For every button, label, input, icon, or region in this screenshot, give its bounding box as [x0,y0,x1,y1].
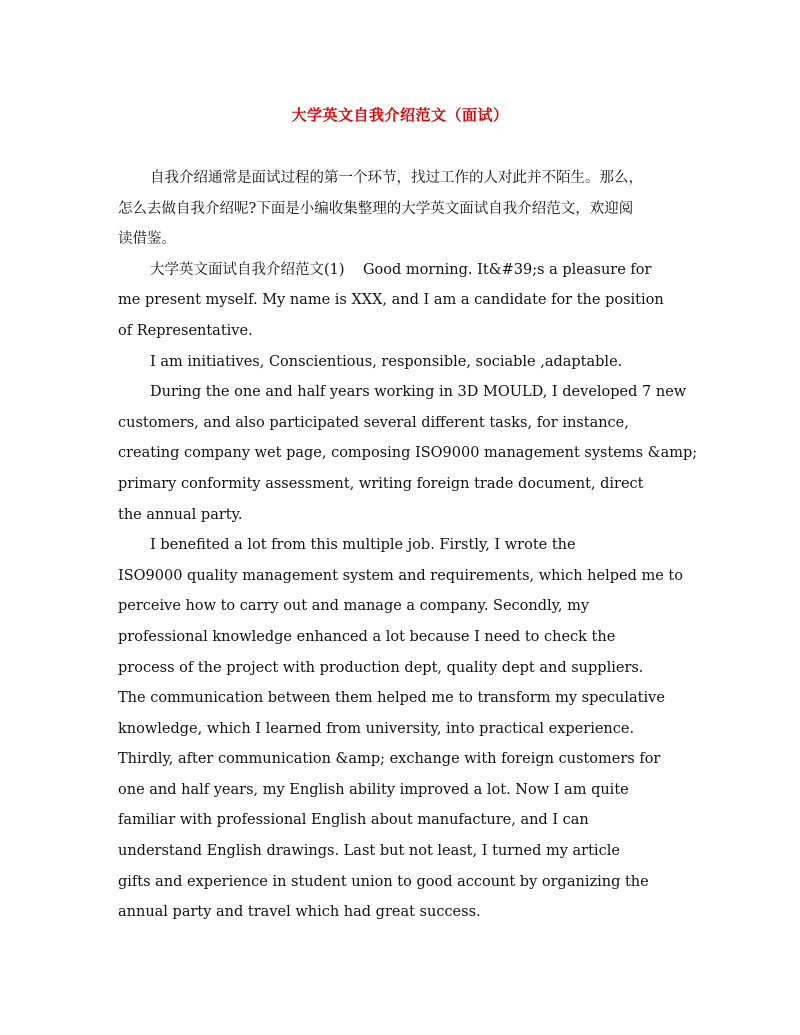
document-title: 大学英文自我介绍范文（面试） [291,106,509,124]
body-text-line: 读借鉴。 [118,231,176,248]
body-text-line: professional knowledge enhanced a lot because I need to check the [118,628,616,645]
body-text-line: understand English drawings. Last but not least, I turned my article [118,843,620,860]
body-text-line: During the one and half years working in 3D MOULD, I developed 7 new [150,384,687,401]
body-text-line: I benefited a lot from this multiple job. Firstly, I wrote the [150,537,576,554]
body-text-line: 自我介绍通常是面试过程的第一个环节，找过工作的人对此并不陌生。那么， [150,170,643,186]
body-text-line: I am initiatives, Conscientious, responsible, sociable ,adaptable. [150,353,623,370]
body-text-line: 大学英文面试自我介绍范文(1) Good morning. It&#39;s a pleasure for [150,261,652,278]
body-text-line: the annual party. [118,506,243,523]
body-text-line: annual party and travel which had great success. [118,904,481,921]
body-text-line: gifts and experience in student union to good account by organizing the [118,873,649,890]
body-text-line: 怎么去做自我介绍呢?下面是小编收集整理的大学英文面试自我介绍范文，欢迎阅 [118,200,634,217]
body-text-line: one and half years, my English ability improved a lot. Now I am quite [118,781,629,798]
body-text-line: me present myself. My name is XXX, and I am a candidate for the position [118,292,664,309]
body-text-line: customers, and also participated several different tasks, for instance, [118,414,629,431]
body-text-line: familiar with professional English about manufacture, and I can [118,812,589,829]
document-body [118,163,698,928]
body-text-line: Thirdly, after communication &amp; exchange with foreign customers for [118,751,661,768]
body-text-line: knowledge, which I learned from university, into practical experience. [118,720,635,737]
body-text-line: process of the project with production dept, quality dept and suppliers. [118,659,644,676]
body-text-line: The communication between them helped me to transform my speculative [118,690,665,707]
body-text-line: perceive how to carry out and manage a company. Secondly, my [118,598,590,615]
body-text-line: of Representative. [118,322,253,339]
body-text-line: primary conformity assessment, writing foreign trade document, direct [118,475,644,492]
body-text-line: creating company wet page, composing ISO9000 management systems &amp; [118,445,698,462]
body-text-line: ISO9000 quality management system and requirements, which helped me to [118,567,683,584]
